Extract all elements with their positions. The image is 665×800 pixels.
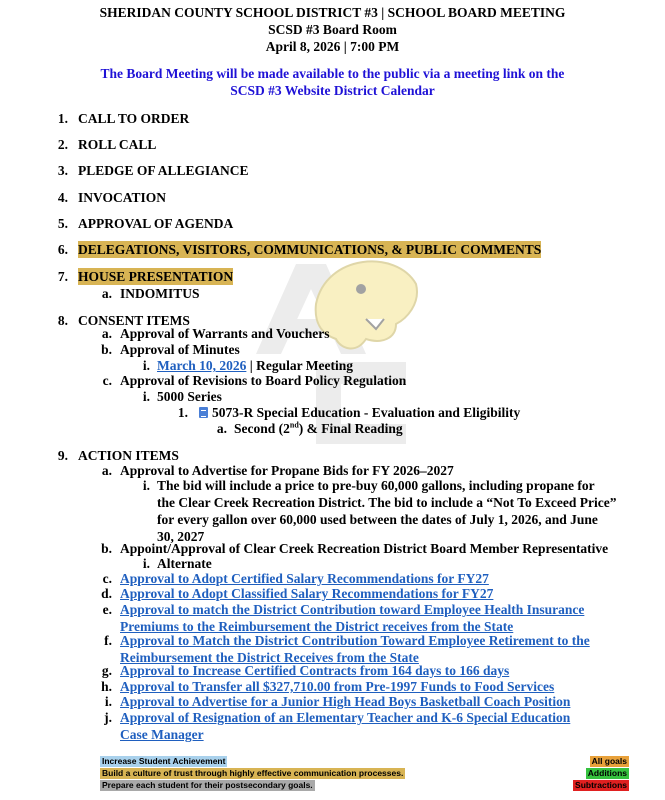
sub-item-approval-of-minutes: Approval of Minutes [120,342,240,357]
sub-item-letter: j. [104,710,112,725]
health-insurance-link[interactable]: Approval to match the District Contribution toward Employee Health Insurance Premiums to the Reimbursement the District receives from the State [120,602,585,634]
agenda-item-invocation: INVOCATION [78,190,166,205]
agenda-item-roll-call: ROLL CALL [78,137,157,152]
sub-item-letter: b. [101,541,112,556]
sub-item-letter: c. [102,373,112,388]
policy-reading-status: Second (2nd) & Final Reading [234,420,403,436]
sub-sub-item-numeral: i. [142,556,150,571]
teacher-resignation-link[interactable]: Approval of Resignation of an Elementary Teacher and K-6 Special Education Case Manager [120,710,571,742]
certified-contracts-link[interactable]: Approval to Increase Certified Contracts from 164 days to 166 days [120,663,510,678]
propane-bid-detail: The bid will include a price to pre-buy 60,000 gallons, including propane for the Clear Creek Recreation District. The bid to include a “Not To Exceed Price” for every gallon over 60,000 used between the dates of July 1, 2026, and June 30, 2027 [157,478,617,544]
meeting-location: SCSD #3 Board Room [268,22,397,37]
policy-5073r[interactable]: 5073-R Special Education - Evaluation and Eligibility [199,404,520,421]
classified-salary-link[interactable]: Approval to Adopt Classified Salary Recommendations for FY27 [120,586,494,601]
sub-item-letter: d. [101,586,112,601]
policy-sub-letter: a. [216,421,227,436]
document-icon [199,407,208,418]
policy-series: 5000 Series [157,389,222,404]
sub-item-recreation-rep: Appoint/Approval of Clear Creek Recreation District Board Member Representative [120,541,609,556]
public-access-notice: The Board Meeting will be made available to the public via a meeting link on the SCSD #3 Website District Calendar [100,66,565,98]
sub-item-letter: a. [101,463,112,478]
legend-subtractions: Subtractions [575,780,627,790]
fund-transfer-link[interactable]: Approval to Transfer all $327,710.00 from Pre-1997 Funds to Food Services [120,679,555,694]
basketball-coach-link[interactable]: Approval to Advertise for a Junior High Head Boys Basketball Coach Position [120,694,571,709]
agenda-item-consent-items: CONSENT ITEMS [78,313,190,328]
agenda-item-pledge: PLEDGE OF ALLEGIANCE [78,163,249,178]
agenda-item-number: 8. [57,313,68,328]
sub-item-letter: i. [104,694,112,709]
sub-item-letter: a. [101,286,112,301]
minutes-entry: March 10, 2026 | Regular Meeting [157,358,353,373]
legend-student-achievement: Increase Student Achievement [102,756,226,766]
meeting-date-time: April 8, 2026 | 7:00 PM [265,39,400,54]
sub-sub-item-numeral: i. [142,478,150,493]
sub-item-letter: b. [101,342,112,357]
legend-culture-of-trust: Build a culture of trust through highly effective communication processes. [102,768,404,778]
sub-item-warrants-vouchers: Approval of Warrants and Vouchers [120,326,330,341]
recreation-rep-alternate: Alternate [157,556,212,571]
sub-item-letter: c. [102,571,112,586]
retirement-contribution-link[interactable]: Approval to Match the District Contribution Toward Employee Retirement to the Reimbursement the District Receives from the State [120,633,590,665]
legend-additions: Additions [587,768,627,778]
legend-postsecondary-goals: Prepare each student for their postsecondary goals. [102,780,313,790]
sub-item-letter: e. [102,602,112,617]
sub-sub-item-numeral: i. [142,358,150,373]
agenda-item-number: 6. [57,242,68,257]
legend-all-goals: All goals [591,756,627,766]
agenda-item-number: 4. [57,190,68,205]
agenda-item-number: 5. [57,216,68,231]
agenda-item-call-to-order: CALL TO ORDER [78,111,190,126]
certified-salary-link[interactable]: Approval to Adopt Certified Salary Recommendations for FY27 [120,571,489,586]
sub-item-letter: g. [101,663,112,678]
agenda-item-action-items: ACTION ITEMS [78,448,179,463]
sub-item-indomitus: INDOMITUS [120,286,200,301]
sub-item-propane-bids: Approval to Advertise for Propane Bids for FY 2026–2027 [120,463,454,478]
agenda-item-house-presentation: HOUSE PRESENTATION [78,269,234,284]
agenda-item-approval-of-agenda: APPROVAL OF AGENDA [78,216,234,231]
agenda-item-delegations: DELEGATIONS, VISITORS, COMMUNICATIONS, & PUBLIC COMMENTS [78,242,542,257]
policy-item-number: 1. [177,405,188,420]
agenda-item-number: 2. [57,137,68,152]
agenda-item-number: 9. [57,448,68,463]
sub-item-letter: f. [104,633,112,648]
agenda-item-number: 7. [57,269,68,284]
minutes-date-link[interactable]: March 10, 2026 [157,358,247,373]
agenda-item-number: 3. [57,163,68,178]
sub-item-letter: h. [101,679,112,694]
meeting-title: SHERIDAN COUNTY SCHOOL DISTRICT #3 | SCHOOL BOARD MEETING [99,5,566,20]
sub-item-letter: a. [101,326,112,341]
agenda-item-number: 1. [57,111,68,126]
sub-item-policy-revisions: Approval of Revisions to Board Policy Regulation [120,373,407,388]
sub-sub-item-numeral: i. [142,389,150,404]
